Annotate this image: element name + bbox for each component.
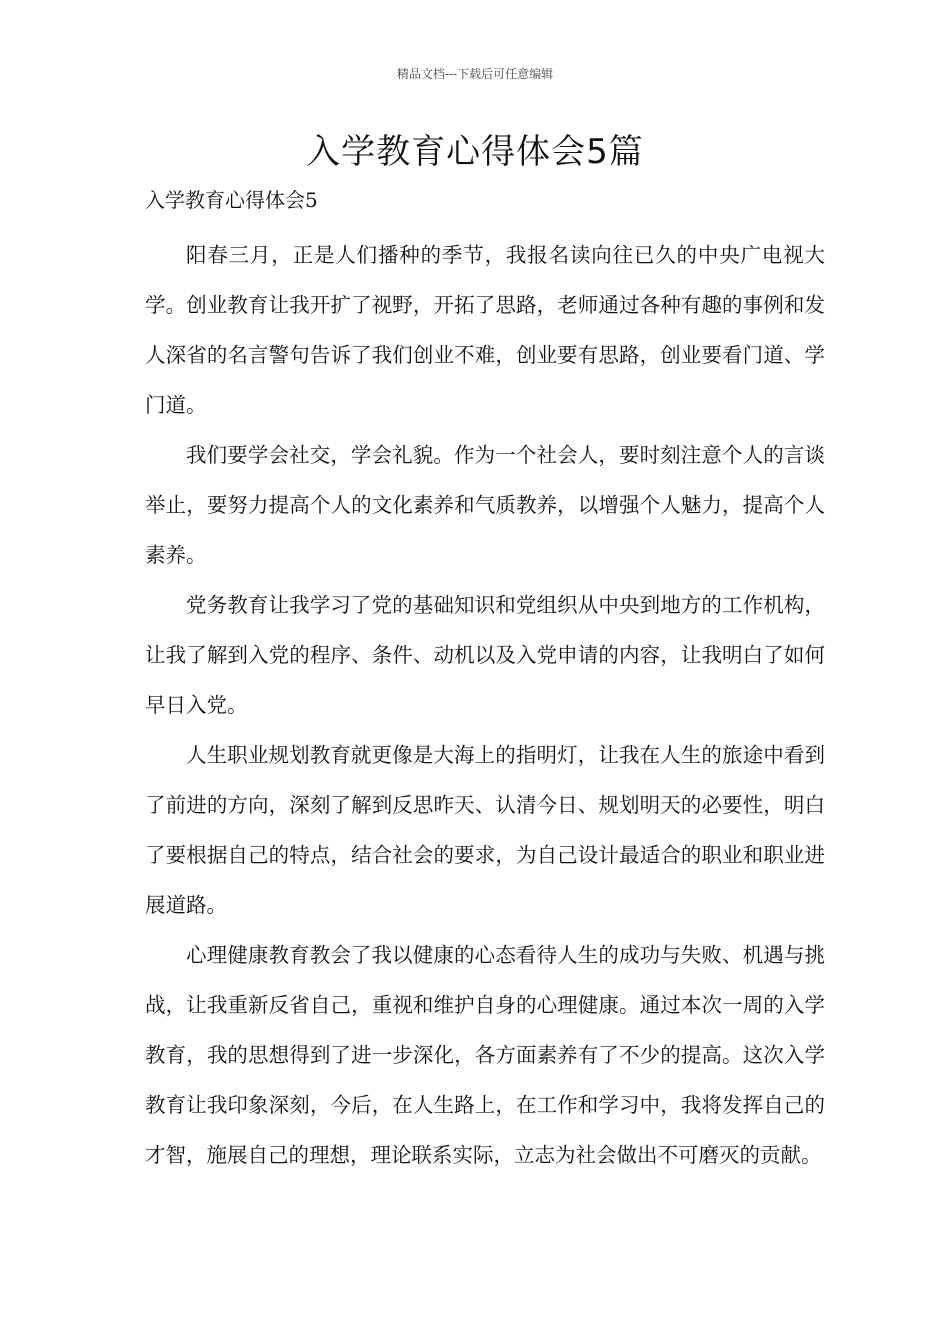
- paragraph: 阳春三月，正是人们播种的季节，我报名读向往已久的中央广电视大学。创业教育让我开扩了视野，开拓了思路，老师通过各种有趣的事例和发人深省的名言警句告诉了我们创业不难，创业要有思路，创业要看门道、学门道。: [145, 243, 825, 417]
- document-body: [145, 182, 825, 1180]
- paragraph: 人生职业规划教育就更像是大海上的指明灯，让我在人生的旅途中看到了前进的方向，深刻了解到反思昨天、认清今日、规划明天的必要性，明白了要根据自己的特点，结合社会的要求，为自己设计最适合的职业和职业进展道路。: [145, 743, 825, 917]
- paragraph: 党务教育让我学习了党的基础知识和党组织从中央到地方的工作机构，让我了解到入党的程序、条件、动机以及入党申请的内容，让我明白了如何早日入党。: [145, 593, 825, 717]
- paragraph: 我们要学会社交，学会礼貌。作为一个社会人，要时刻注意个人的言谈举止，要努力提高个人的文化素养和气质教养，以增强个人魅力，提高个人素养。: [145, 443, 825, 567]
- document-title: 入学教育心得体会5篇: [306, 132, 644, 172]
- document-subtitle: 入学教育心得体会5: [145, 188, 318, 212]
- paragraph: 心理健康教育教会了我以健康的心态看待人生的成功与失败、机遇与挑战，让我重新反省自己，重视和维护自身的心理健康。通过本次一周的入学教育，我的思想得到了进一步深化，各方面素养有了不少的提高。这次入学教育让我印象深刻，今后，在人生路上，在工作和学习中，我将发挥自己的才智，施展自己的理想，理论联系实际，立志为社会做出不可磨灭的贡献。: [145, 943, 825, 1167]
- page-header: 精品文档---下载后可任意编辑: [396, 67, 554, 81]
